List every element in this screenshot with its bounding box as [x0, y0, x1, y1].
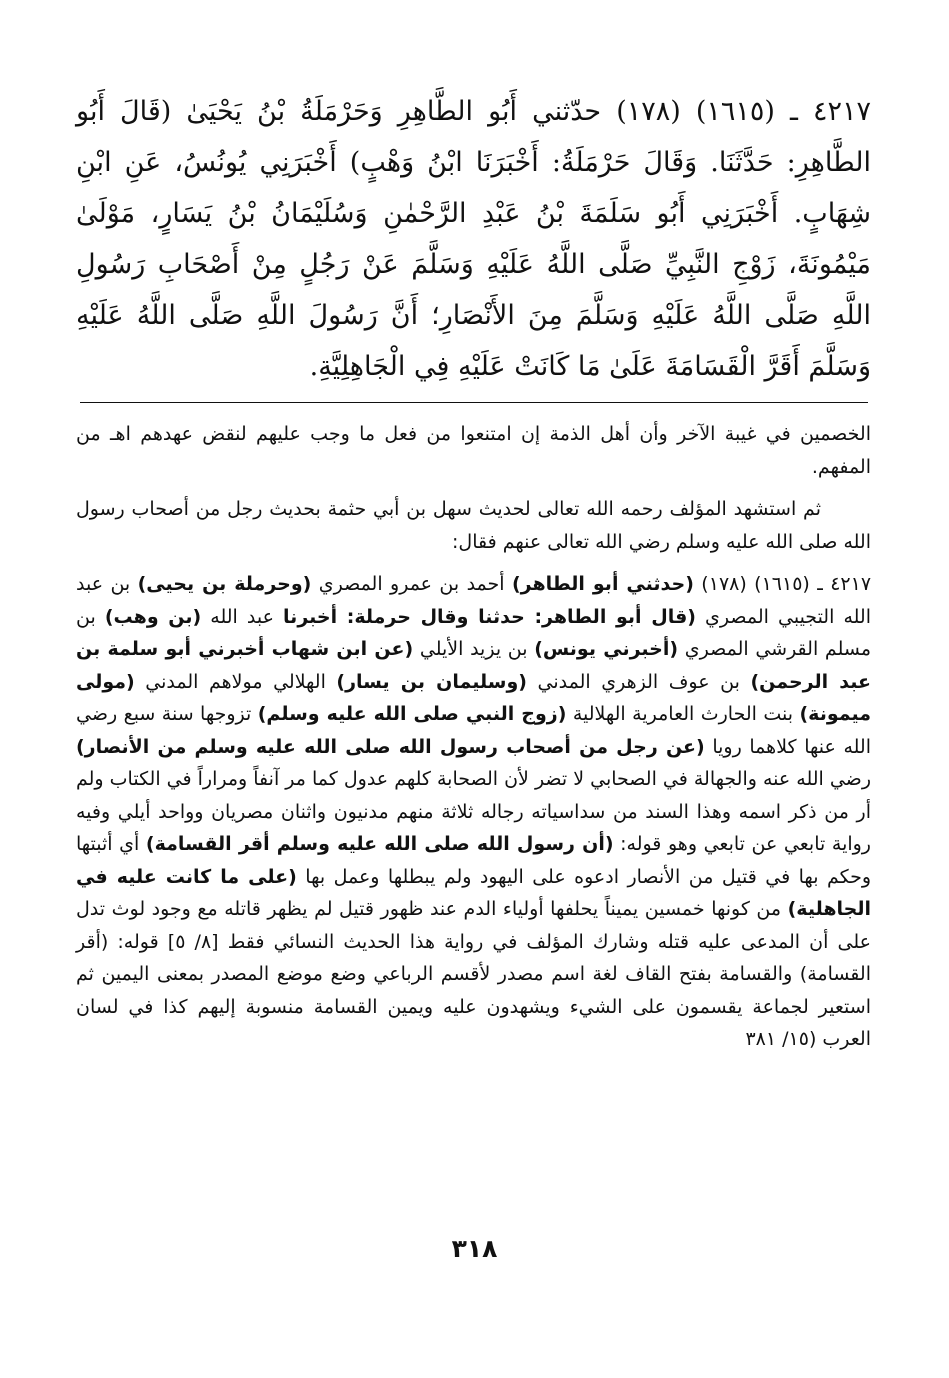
- commentary-segment: أحمد بن عمرو المصري: [311, 573, 512, 595]
- commentary-paragraph-1: الخصمين في غيبة الآخر وأن أهل الذمة إن امتنعوا من فعل ما وجب عليهم لنقض عهدهم اهـ من المفهم.: [76, 423, 871, 478]
- commentary-segment: الهلالي مولاهم المدني: [134, 670, 337, 693]
- commentary-segment: من كونها خمسين يميناً يحلفها أولياء الدم عند ظهور قتيل لم يظهر قاتله مع وجود لوث تدل على أن المدعى عليه قتله وشارك المؤلف في رواية هذا الحديث النسائي فقط [٨/ ٥] قوله: (أقر القسامة) والقسامة بفتح القاف لغة اسم مصدر لأقسم الرباعي وضع موضع المصدر بمعنى اليمين ثم استعير لجماعة يقسمون على الشيء ويشهدون عليه ويمين القسامة منسوبة إليهم كذا في لسان العرب (١٥/ ٣٨١: [76, 898, 871, 1050]
- quoted-hadith-segment: (زوج النبي صلى الله عليه وسلم): [257, 703, 567, 725]
- quoted-hadith-segment: (عن رجل من أصحاب رسول الله صلى الله عليه وسلم من الأنصار): [76, 735, 705, 758]
- quoted-hadith-segment: (وحرملة بن يحيى): [137, 573, 312, 595]
- quoted-hadith-segment: (عن ابن شهاب أخبرني أبو سلمة بن عبد الرحمن): [76, 638, 871, 693]
- quoted-hadith-segment: (على ما كانت عليه في الجاهلية): [76, 865, 871, 920]
- commentary-segment: بن عوف الزهري المدني: [526, 670, 751, 693]
- commentary-segment: بن عبد الله التجيبي المصري: [76, 573, 871, 628]
- page-number: ٣١٨: [451, 1234, 498, 1263]
- commentary-segment: بن مسلم القرشي المصري: [76, 605, 871, 660]
- commentary-paragraph-3: [76, 568, 871, 1056]
- commentary-paragraph-2: ثم استشهد المؤلف رحمه الله تعالى لحديث سهل بن أبي حثمة بحديث رجل من أصحاب رسول الله صلى الله عليه وسلم رضي الله تعالى عنهم فقال:: [76, 498, 871, 553]
- commentary-segment: ٤٢١٧ ـ (١٦١٥) (١٧٨): [693, 573, 872, 595]
- quoted-hadith-segment: (أخبرني يونس): [534, 638, 679, 660]
- commentary-segment: بن يزيد الأيلي: [413, 638, 535, 660]
- quoted-hadith-segment: (قال أبو الطاهر: حدثنا وقال حرملة: أخبرنا: [283, 605, 696, 628]
- commentary-segment: أي أثبتها وحكم بها في قتيل من الأنصار ادعوه على اليهود ولم يبطلها وعمل بها: [76, 833, 872, 888]
- quoted-hadith-segment: (مولى ميمونة): [76, 670, 871, 725]
- quoted-hadith-segment: (أن رسول الله صلى الله عليه وسلم أقر القسامة): [145, 833, 614, 855]
- quoted-hadith-segment: (حدثني أبو الطاهر): [511, 573, 694, 595]
- footnote-divider: [80, 402, 868, 403]
- quoted-hadith-segment: (بن وهب): [104, 605, 202, 628]
- commentary-segment: عبد الله: [201, 605, 284, 628]
- commentary-block: [76, 418, 871, 1056]
- hadith-text-block: [76, 86, 871, 392]
- commentary-segment: تزوجها سنة سبع رضي الله عنها كلاهما رويا: [76, 703, 871, 758]
- hadith-paragraph: ٤٢١٧ ـ (١٦١٥) (١٧٨) حدّثني أَبُو الطَّاهِرِ وَحَرْمَلَةُ بْنُ يَحْيَىٰ (قَالَ أَبُو الطَّاهِرِ: حَدَّثَنَا. وَقَالَ حَرْمَلَةُ: أَخْبَرَنَا ابْنُ وَهْبٍ) أَخْبَرَنِي يُونُسُ، عَنِ ابْنِ شِهَابٍ. أَخْبَرَنِي أَبُو سَلَمَةَ بْنُ عَبْدِ الرَّحْمٰنِ وَسُلَيْمَانُ بْنُ يَسَارٍ، مَوْلَىٰ مَيْمُونَةَ، زَوْجِ النَّبِيِّ صَلَّى اللَّهُ عَلَيْهِ وَسَلَّمَ عَنْ رَجُلٍ مِنْ أَصْحَابِ رَسُولِ اللَّهِ صَلَّى اللَّهُ عَلَيْهِ وَسَلَّمَ مِنَ الأَنْصَارِ؛ أَنَّ رَسُولَ اللَّهِ صَلَّى اللَّهُ عَلَيْهِ وَسَلَّمَ أَقَرَّ الْقَسَامَةَ عَلَىٰ مَا كَانَتْ عَلَيْهِ فِي الْجَاهِلِيَّةِ.: [76, 96, 872, 382]
- quoted-hadith-segment: (وسليمان بن يسار): [336, 670, 527, 693]
- commentary-segment: بنت الحارث العامرية الهلالية: [566, 703, 800, 725]
- commentary-segment: رضي الله عنه والجهالة في الصحابي لا تضر لأن الصحابة كلهم عدول كما مر آنفاً ومراراً في الكتاب ولم أر من ذكر اسمه وهذا السند من سداسياته رجاله ثلاثة منهم مدنيون واثنان مصريان وواحد أيلي وفيه رواية تابعي عن تابعي وهو قوله:: [76, 768, 871, 855]
